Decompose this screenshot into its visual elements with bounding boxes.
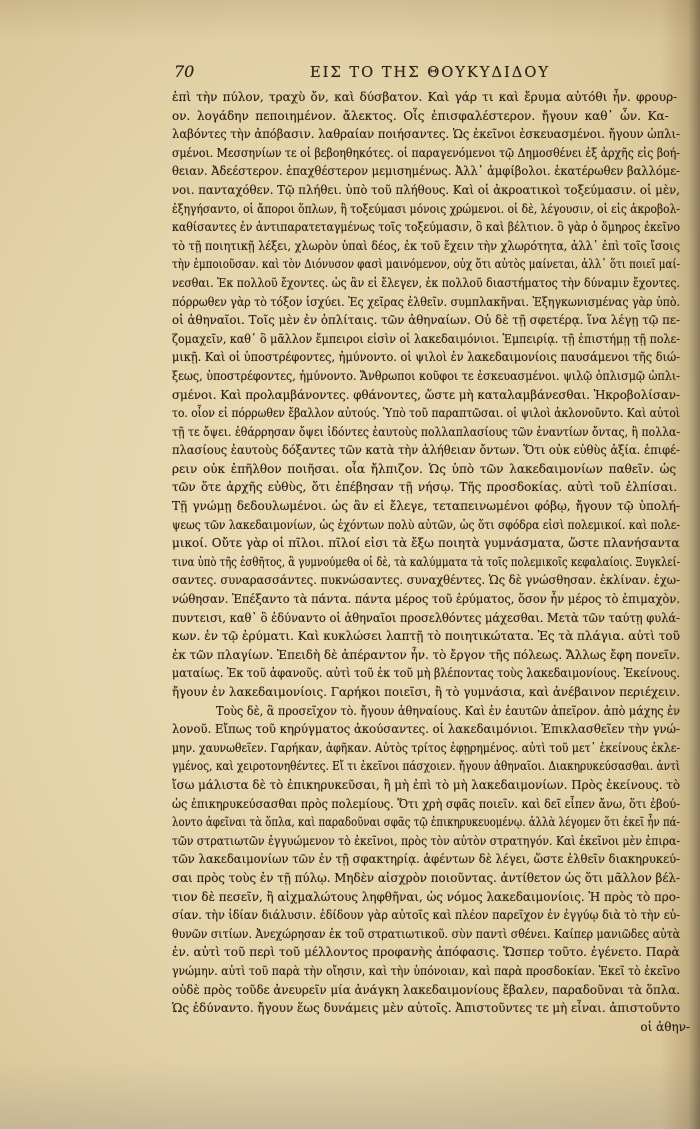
- text-line: [172, 516, 680, 535]
- text-line: [172, 478, 680, 497]
- text-line-content: πόρρωθεν γὰρ τὸ τόξον ἰσχύει. Ἐς χεῖρας ἐλθεῖν. συμπλακῆναι. Ἐξηγκωνισμένας γὰρ ὑπὸ.: [172, 294, 680, 309]
- text-line: [172, 999, 680, 1018]
- text-line: [172, 88, 680, 107]
- text-line: [172, 646, 680, 665]
- text-line: [172, 943, 680, 962]
- text-line: [172, 776, 680, 795]
- text-line: [172, 497, 680, 516]
- text-line-content: τῶν στρατιωτῶν ἐγγυώμενον τὸ ἐκεῖνοι, πρὸς τὸν αὐτὸν στρατηγόν. Καὶ ἐκεῖνοι μὲν ἐπιρα-: [172, 833, 680, 848]
- text-line-content: ἐν. αὐτὶ τοῦ περὶ τοῦ μέλλοντος προφανὴς ἀπόφασις. Ὥσπερ τοῦτο. ἐγένετο. Παρὰ: [172, 945, 680, 960]
- text-line-content: σαι πρὸς τοὺς ἐν τῇ πύλῳ. Μηδὲν αἰσχρὸν ποιοῦντας. ἀντίθετον ὡς ὅτι μᾶλλον βέλ-: [172, 870, 680, 885]
- text-line: [172, 832, 680, 851]
- text-line: [172, 869, 680, 888]
- text-line: [172, 720, 680, 739]
- text-line: [172, 925, 680, 944]
- text-line-content: Ὡς ἐδύναντο. ἤγουν ἕως δυνάμεις μὲν αὐτοῖς. Ἀπιστοῦντες τε μὴ εἶναι. ἀπιστοῦντο: [172, 1001, 680, 1016]
- text-line-content: σίαν. τὴν ἰδίαν διάλυσιν. ἐδίδουν γὰρ αὐτοῖς καὶ πλέον παρεῖχον ἐν ἐγγύῳ διὰ τὸ τὴν εὐ-: [172, 908, 680, 923]
- text-line-content: νεσθαι. Ἐκ πολλοῦ ἔχοντες. ὡς ἂν εἰ ἔλεγεν, ἐκ πολλοῦ διαστήματος τὴν δύναμιν ἔχοντες.: [172, 275, 680, 290]
- text-line-content: μην. χαυνωθεῖεν. Γαρήκαν, ἀφῆκαν. Αὐτὸς τρίτος ἐφῃρημένος. αὐτὶ τοῦ μετ᾽ ἐκείνους ἐκλε-: [172, 740, 680, 755]
- text-line: [172, 367, 680, 386]
- text-line: [172, 255, 680, 274]
- text-line-content: τιον δὲ πεσεῖν, ἢ αἰχμαλώτους ληφθῆναι, ὡς νόμος λακεδαιμονίοις. Ἡ πρὸς τὸ προ-: [172, 889, 680, 904]
- text-line-content: ον. λογάδην πεποιημένον. ἄλεκτος. Οἷς ἐπισφαλέστερον. ἤγουν καθ᾽ ὧν. Κα-: [172, 108, 669, 123]
- text-line-content: τὴν ἐμποιοῦσαν. καὶ τὸν Διόνυσον φασὶ μαινόμενον, οὐχ ὅτι αὐτὸς μαίνεται, ἀλλ᾽ ὅτι ποιεῖ μαί-: [172, 257, 680, 272]
- text-line-content: σμένοι. Μεσσηνίων τε οἱ βεβοηθηκότες. οἱ παραγενόμενοι τῷ Δημοσθένει ἐξ ἀρχῆς εἰς βοή-: [172, 145, 680, 160]
- text-line: [172, 590, 680, 609]
- text-line: [172, 181, 680, 200]
- text-line: [172, 906, 680, 925]
- text-line: [172, 702, 680, 721]
- text-line-content: γνώμην. αὐτὶ τοῦ παρὰ τὴν οἴησιν, καὶ τὴν ὑπόνοιαν, καὶ παρὰ προσδοκίαν. Ἐκεῖ τὸ ἐκεῖνο: [172, 963, 680, 978]
- text-line-content: τῶν λακεδαιμονίων τῶν ἐν τῇ σφακτηρίᾳ. ἀφέντων δὲ λέγει, ὥστε ἐλθεῖν διακηρυκεύ-: [172, 852, 680, 867]
- text-line-content: σμένοι. Καὶ προλαμβάνοντες. φθάνοντες, ὥστε μὴ καταλαμβάνεσθαι. Ἠκροβολίσαν-: [172, 387, 680, 402]
- text-line: [172, 330, 680, 349]
- text-line: [172, 144, 680, 163]
- text-line-content: οἱ ἀθηναῖοι. Τοῖς μὲν ἐν ὁπλίταις. τῶν ἀθηναίων. Οὐ δὲ τῇ σφετέρᾳ. ἵνα λέγῃ τῷ πε-: [172, 313, 680, 328]
- text-line: [172, 200, 680, 219]
- text-line-content: Τῇ γνώμῃ δεδουλωμένοι. ὡς ἂν εἰ ἔλεγε, τεταπεινωμένοι φόβῳ, ἤγουν τῷ ὑπολή-: [172, 499, 680, 514]
- text-line-content: τὸ τῇ ποιητικῇ λέξει, χλωρὸν ὑπαὶ δέος, ἐκ τοῦ ἔχειν τὴν χλωρότητα, ἀλλ᾽ ἐπὶ τοῖς ἴσοις: [172, 238, 680, 253]
- text-line-content: ψεως τῶν λακεδαιμονίων, ὡς ἐχόντων πολὺ αὐτῶν, ὡς ὅτι σφόδρα εἰσὶ πολεμικοί. καὶ πολε-: [172, 517, 680, 532]
- text-line-content: ζομαχεῖν, καθ᾽ ὃ μᾶλλον ἔμπειροι εἰσὶν οἱ λακεδαιμόνιοι. Ἐμπειρίᾳ. τῇ ἐπιστήμῃ τῇ πολε-: [172, 331, 680, 346]
- text-line: [172, 739, 680, 758]
- text-line-content: λοντο ἀφεῖναι τὰ ὅπλα, καὶ παραδοῦναι σφᾶς τῷ ἐπικηρυκευομένῳ. ἀλλὰ λέγομεν ὅτι ἐκεῖ ἦν πά-: [172, 815, 680, 830]
- text-line-content: λαβόντες τὴν ἀπόβασιν. λαθραίαν ποιήσαντες. Ὡς ἐκεῖνοι ἐσκευασμένοι. ἤγουν ὡπλι-: [172, 127, 680, 142]
- text-line-content: λονοῦ. Εἴπως τοῦ κηρύγματος ἀκούσαντες. οἱ λακεδαιμόνιοι. Ἐπικλασθεῖεν τὴν γνώ-: [172, 722, 680, 737]
- page-number: 70: [174, 62, 195, 81]
- text-line: [172, 627, 680, 646]
- text-line: [172, 813, 680, 832]
- text-line: [172, 237, 680, 256]
- text-line: [172, 683, 680, 702]
- text-line: [172, 609, 680, 628]
- text-line: [172, 553, 680, 572]
- text-line-content: οὐδὲ πρὸς τοῦδε ἀνευρεῖν μία ἀνάγκη λακεδαιμονίους ἔβαλεν, παραδοῦναι τὰ ὅπλα.: [172, 982, 680, 997]
- text-line: [172, 981, 680, 1000]
- text-line: [172, 534, 680, 553]
- text-line: [172, 404, 680, 423]
- text-line: [172, 795, 680, 814]
- text-line: [172, 664, 680, 683]
- text-line: [172, 423, 680, 442]
- text-line: [172, 218, 680, 237]
- text-line: [172, 107, 680, 126]
- text-line-content: ρειν οὐκ ἐπῆλθον ποιῆσαι. οἷα ἤλπιζον. Ὡς ὑπὸ τῶν λακεδαιμονίων παθεῖν. ὡς: [172, 461, 677, 476]
- text-line-content: νώθησαν. Ἐπέξαντο τὰ πάντα. πάντα μέρος τοῦ ἐρύματος, ὅσον ἦν μέρος τὸ ἐπιμαχὸν.: [172, 592, 680, 607]
- running-head: [310, 62, 550, 82]
- text-line: [172, 311, 680, 330]
- text-line: [172, 274, 680, 293]
- text-line-content: νοι. πανταχόθεν. Τῷ πλήθει. ὑπὸ τοῦ πλήθους. Καὶ οἱ ἀκροατικοὶ τοξεύμασιν. οἱ μὲν,: [172, 182, 680, 197]
- text-line-content: καθίσαντες ἐν ἀντιπαρατεταγμένως τοῖς τοξεύμασιν, ὃ καὶ βέλτιον. ὃ γὰρ ὁ ὅμηρος ἐκεῖνο: [172, 220, 680, 235]
- commentary-text: [172, 88, 690, 1036]
- text-line-content: τῶν ὅτε ἀρχῆς εὐθὺς, ὅτι ἐπέβησαν τῇ νήσῳ. Τῆς προσδοκίας. αὐτὶ τοῦ ἐλπίσαι.: [172, 480, 678, 495]
- text-line: [172, 460, 680, 479]
- text-line: [172, 386, 680, 405]
- text-line: [172, 757, 680, 776]
- text-line-content: ἐξηγήσαντο, οἱ ἄποροι ὅπλων, ἢ τοξεύμασι μόνοις χρώμενοι. οἱ δὲ, λέγουσιν, οἱ εἰς ἀκροβολ-: [172, 201, 680, 216]
- text-line-content: το. οἷον εἰ πόρρωθεν ἔβαλλον αὐτούς. Ὑπὸ τοῦ παραπτῶσαι. οἱ ψιλοὶ ἀκλονοῦντο. Καὶ αὐτοὶ: [172, 406, 680, 421]
- text-line-content: τῇ τε ὄψει. ἐθάρρησαν ὄψει ἰδόντες ἑαυτοὺς πολλαπλασίους τῶν ἐναντίων ὄντας, ἢ πολλα-: [172, 424, 680, 439]
- text-line-content: ἐκ τῶν πλαγίων. Ἐπειδὴ δὲ ἀπέραντον ἦν. τὸ ἔργον τῆς πόλεως. Ἄλλως ἔφη πονεῖν.: [172, 647, 680, 662]
- text-line: [172, 348, 680, 367]
- text-line: [172, 850, 680, 869]
- text-line-content: πλασίους ἑαυτοὺς δόξαντες τῶν κατὰ τὴν ἀλήθειαν ὄντων. Ὅτι οὐκ εὐθὺς ἀξία. ἐπιφέ-: [172, 443, 680, 458]
- text-line-content: οἱ ἀθην-: [640, 1019, 690, 1034]
- text-line-content: μικοί. Οὔτε γὰρ οἱ πῖλοι. πῖλοί εἰσι τὰ ἔξω ποιητὰ γυμνάσματα, ὥστε πλανήσαντα: [172, 536, 680, 551]
- text-line-content: ἤγουν ἐν λακεδαιμονίοις. Γαρήκοι ποιεῖσι, ἢ τὸ γυμνάσια, καὶ ἀνέβαινον περιέχειν.: [172, 685, 680, 699]
- text-line-content: ξεως, ὑποστρέφοντες, ἠμύνοντο. Ἄνθρωποι κοῦφοι τε ἐσκευασμένοι. ψιλῷ ὁπλισμῷ ὡπλι-: [172, 368, 680, 383]
- text-line-content: ματαίως. Ἐκ τοῦ ἀφανοῦς. αὐτὶ τοῦ ἐκ τοῦ μὴ βλέποντας τοὺς λακεδαιμονίους. Ἐκείνους.: [172, 666, 680, 681]
- text-line-content: σαντες. συναρασσάντες. πυκνώσαντες. συναχθέντες. Ὡς δὲ γνώσθησαν. ἐκλίναν. ἐχω-: [172, 573, 680, 588]
- text-line: [172, 888, 680, 907]
- text-line: [172, 962, 680, 981]
- text-line: [172, 441, 680, 460]
- running-head-text: ΕΙΣ ΤΟ ΤΗΣ ΘΟΥΚΥΔΙΔΟΥ: [310, 63, 550, 81]
- text-line-content: ἐπὶ τὴν πύλον, τραχὺ ὄν, καὶ δύσβατον. Καὶ γάρ τι καὶ ἔρυμα αὐτόθι ἦν. φρουρ-: [172, 90, 678, 104]
- text-line-content: γμένος, καὶ χειροτονηθέντες. Εἴ τι ἐκεῖνοι πάσχοιεν. ἤγουν ἀθηναῖοι. Διακηρυκεύσασθαι. ἀντὶ: [172, 759, 680, 774]
- text-line-content: ἴσω μάλιστα δὲ τὸ ἐπικηρυκεῦσαι, ἢ μὴ ἐπὶ τὸ μὴ λακεδαιμονίων. Πρὸς ἐκείνους. τὸ: [172, 777, 680, 792]
- text-line: [172, 125, 680, 144]
- text-line-content: θειαν. Ἀδεέστερον. ἐπαχθέστερον μεμισημένως. Ἀλλ᾽ ἀμφίβολοι. ἑκατέρωθεν βαλλόμε-: [172, 164, 680, 179]
- text-line-content: θυνῶν σιτίων. Ἀνεχώρησαν ἐκ τοῦ στρατιωτικοῦ. σὺν παντὶ σθένει. Καίπερ μανιῶδες αὐτὰ: [172, 926, 680, 941]
- text-line: [172, 162, 680, 181]
- text-line-content: τινα ὑπὸ τῆς ἐσθῆτος, ἃ γυμνούμεθα οἱ δὲ, τὰ καλύμματα τὰ τοῖς πολεμικοῖς κεφαλαίοις. Ξυγκλεί-: [172, 554, 680, 569]
- text-line-content: πυντεισι, καθ᾽ ὃ ἐδύναντο οἱ ἀθηναῖοι προσελθόντες μάχεσθαι. Μετὰ τῶν ταύτῃ φυλά-: [172, 610, 680, 625]
- text-line-content: κων. ἐν τῷ ἐρύματι. Καὶ κυκλώσει λαπτῇ τὸ ποιητικώτατα. Ἐς τὰ πλάγια. αὐτὶ τοῦ: [172, 629, 680, 644]
- text-line-content: μικῇ. Καὶ οἱ ὑποστρέφοντες, ἠμύνοντο. οἱ ψιλοὶ ἐν λακεδαιμονίοις παυσάμενοι τῆς διώ-: [172, 350, 680, 365]
- text-line-content: ὡς ἐπικηρυκεύσασθαι πρὸς πολεμίους. Ὅτι χρὴ σφᾶς ποιεῖν. καὶ δεῖ εἶπεν ἄνω, ὅτι ἐβού-: [172, 796, 680, 811]
- text-line: [172, 293, 680, 312]
- text-line: [172, 571, 680, 590]
- text-line-content: Τοὺς δὲ, ἃ προσεῖχον τὸ. ἤγουν ἀθηναίους. Καὶ ἐν ἑαυτῶν ἀπεῖρον. ἀπὸ μάχης ἐν: [216, 703, 680, 718]
- text-line: [172, 1018, 690, 1037]
